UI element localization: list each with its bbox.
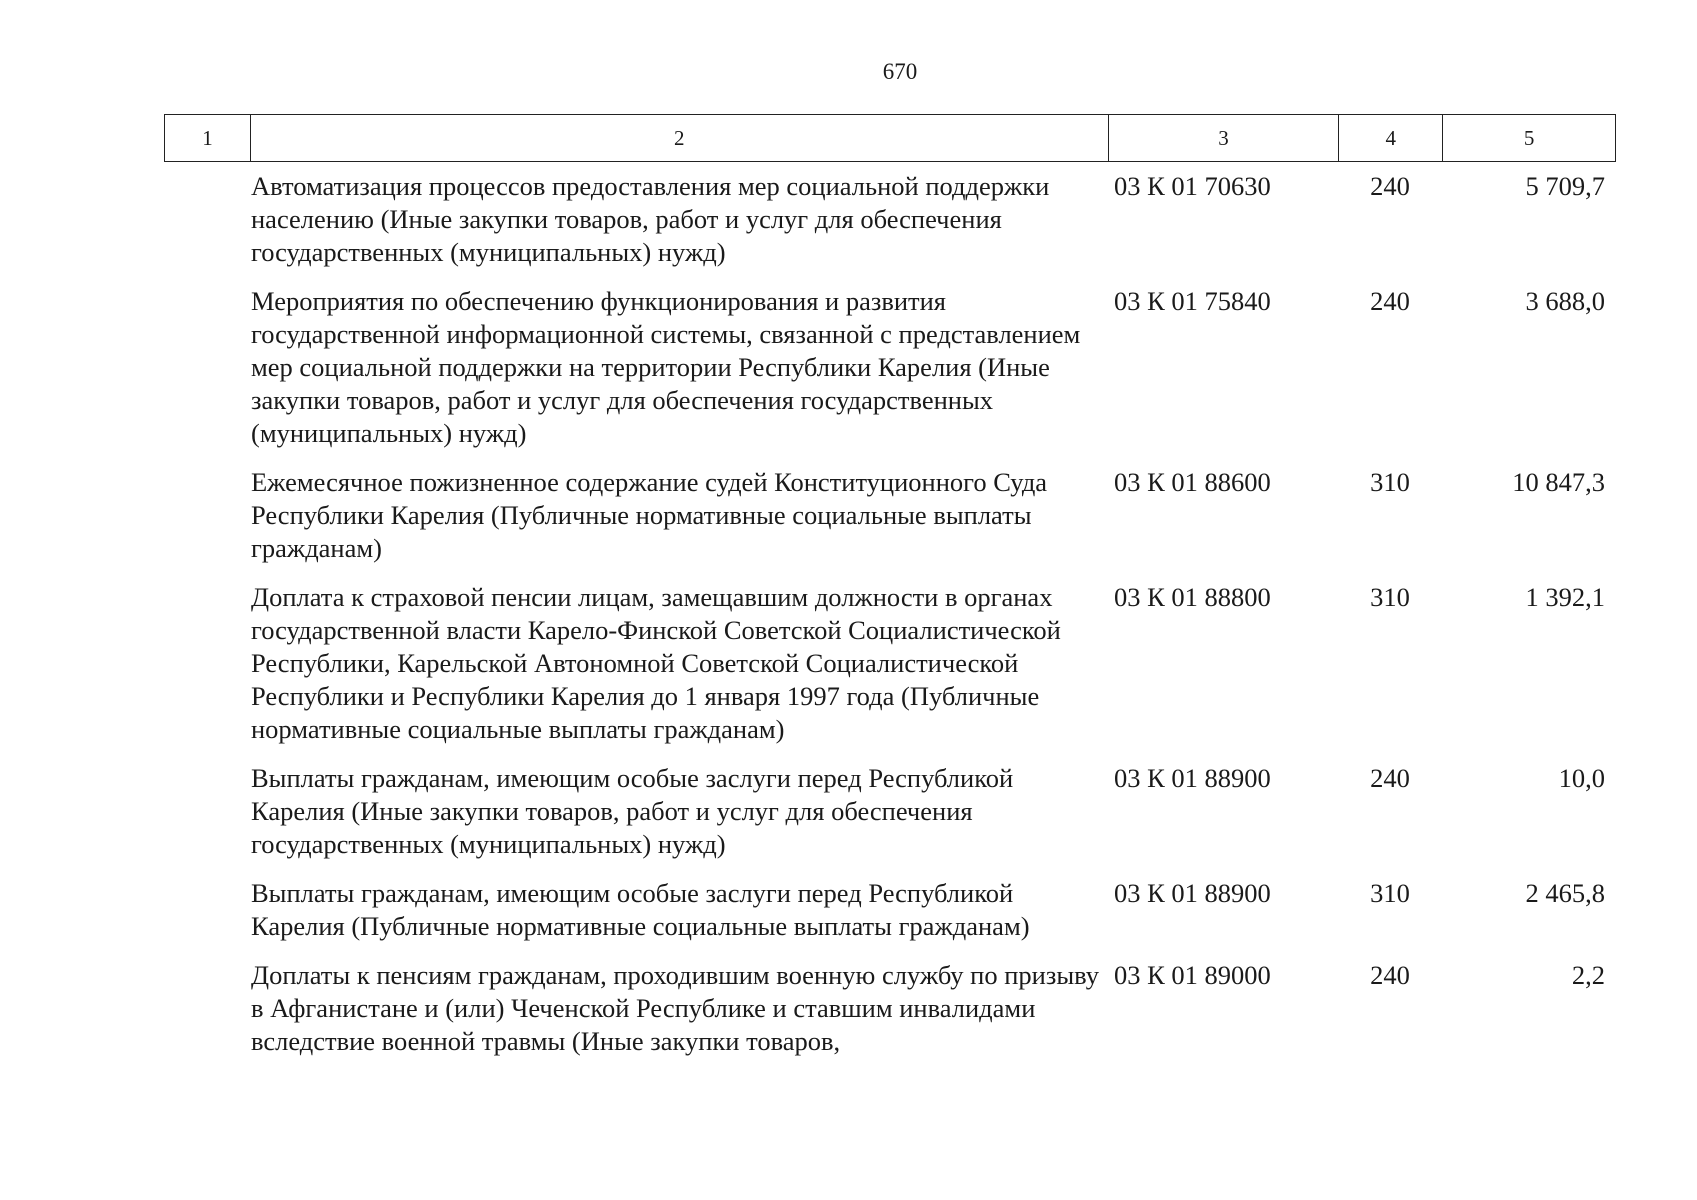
table-row	[251, 877, 1616, 943]
header-col-4: 4	[1339, 115, 1443, 161]
row-name: Выплаты гражданам, имеющим особые заслуги перед Республикой Карелия (Публичные нормативные социальные выплаты гражданам)	[251, 878, 1030, 941]
row-amount: 5 709,7	[1525, 171, 1605, 201]
table-row	[251, 762, 1616, 861]
row-amount: 1 392,1	[1525, 582, 1605, 612]
header-col-2: 2	[251, 115, 1109, 161]
row-expense-type: 240	[1370, 171, 1410, 201]
table-row	[251, 285, 1616, 450]
row-code: 03 К 01 88600	[1114, 467, 1271, 497]
header-col-5: 5	[1523, 125, 1535, 150]
row-code: 03 К 01 75840	[1114, 286, 1271, 316]
table-body	[251, 170, 1616, 1074]
row-amount: 10 847,3	[1512, 467, 1605, 497]
row-name: Ежемесячное пожизненное содержание судей Конституционного Суда Республики Карелия (Публичные нормативные социальные выплаты гражданам)	[251, 467, 1048, 563]
page-number: 670	[882, 59, 918, 84]
table-row	[251, 466, 1616, 565]
row-name: Доплата к страховой пенсии лицам, замещавшим должности в органах государственной власти Карело-Финской Советской Социалистической Республики, Карельской Автономной Советской Социалистической Республики и Республики Карелия до 1 января 1997 года (Публичные нормативные социальные выплаты гражданам)	[251, 582, 1061, 744]
row-expense-type: 240	[1370, 960, 1410, 990]
row-code: 03 К 01 88900	[1114, 878, 1271, 908]
row-name: Мероприятия по обеспечению функционирования и развития государственной информационной системы, связанной с представлением мер социальной поддержки на территории Республики Карелия (Иные закупки товаров, работ и услуг для обеспечения государственных (муниципальных) нужд)	[251, 286, 1081, 448]
row-name: Автоматизация процессов предоставления мер социальной поддержки населению (Иные закупки товаров, работ и услуг для обеспечения государственных (муниципальных) нужд)	[251, 171, 1050, 267]
row-name: Выплаты гражданам, имеющим особые заслуги перед Республикой Карелия (Иные закупки товаров, работ и услуг для обеспечения государственных (муниципальных) нужд)	[251, 763, 1014, 859]
table-row	[251, 170, 1616, 269]
row-name: Доплаты к пенсиям гражданам, проходившим военную службу по призыву в Афганистане и (или) Чеченской Республике и ставшим инвалидами вследствие военной травмы (Иные закупки товаров,	[251, 960, 1099, 1056]
row-amount: 2 465,8	[1525, 878, 1605, 908]
table-row	[251, 959, 1616, 1058]
row-expense-type: 240	[1370, 286, 1410, 316]
table-row	[251, 581, 1616, 746]
header-col-1: 1	[165, 115, 251, 161]
row-expense-type: 310	[1370, 467, 1410, 497]
table-header	[164, 114, 1616, 162]
row-code: 03 К 01 89000	[1114, 960, 1271, 990]
row-code: 03 К 01 88900	[1114, 763, 1271, 793]
row-amount: 10,0	[1558, 763, 1605, 793]
row-code: 03 К 01 70630	[1114, 171, 1271, 201]
row-code: 03 К 01 88800	[1114, 582, 1271, 612]
row-amount: 2,2	[1571, 960, 1605, 990]
row-expense-type: 240	[1370, 763, 1410, 793]
row-expense-type: 310	[1370, 582, 1410, 612]
row-amount: 3 688,0	[1525, 286, 1605, 316]
row-expense-type: 310	[1370, 878, 1410, 908]
header-col-3: 3	[1109, 115, 1340, 161]
